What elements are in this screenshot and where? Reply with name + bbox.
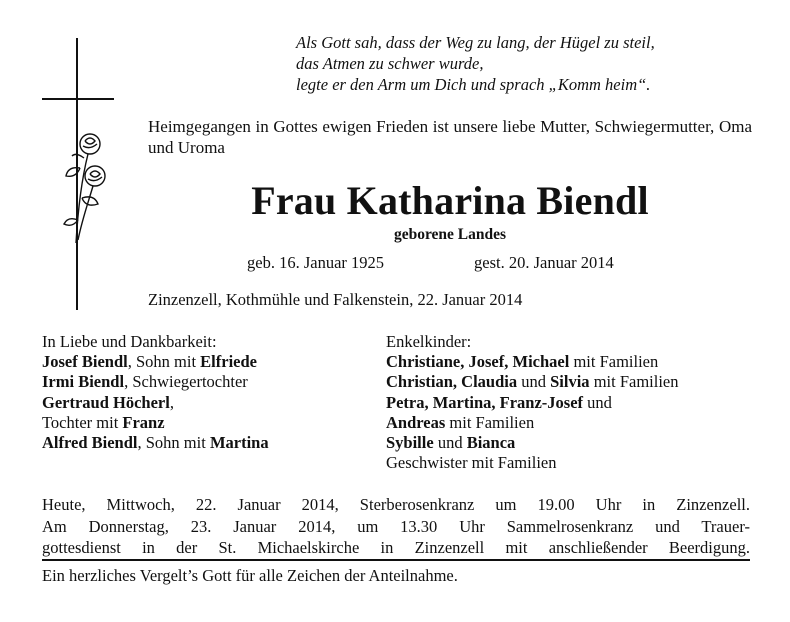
mourners-right bbox=[386, 332, 678, 473]
services-line: Am Donnerstag, 23. Januar 2014, um 13.30 Uhr Sammelrosenkranz und Trauer- bbox=[42, 516, 750, 536]
mourner-line bbox=[42, 433, 269, 453]
maiden-name: geborene Landes bbox=[393, 226, 507, 243]
place-date: Zinzenzell, Kothmühle und Falkenstein, 22. Januar 2014 bbox=[148, 290, 523, 309]
mourner-relation: und bbox=[517, 372, 551, 392]
mourner-name: Irmi Biendl bbox=[42, 372, 125, 392]
mourner-line bbox=[386, 413, 678, 433]
deceased-name: Frau Katharina Biendl bbox=[251, 178, 649, 223]
mourner-name: Silvia bbox=[550, 372, 590, 392]
mourner-line bbox=[386, 433, 678, 453]
mourners-left bbox=[42, 332, 269, 453]
services-line: gottesdienst in der St. Michaelskirche in Zinzenzell mit anschließender Beerdigung. bbox=[42, 538, 750, 557]
mourner-relation: , bbox=[169, 392, 174, 412]
mourner-line bbox=[386, 372, 678, 392]
mourner-relation: Tochter mit bbox=[42, 412, 123, 432]
mourner-name: Andreas bbox=[386, 412, 446, 432]
poem-line: Als Gott sah, dass der Weg zu lang, der Hügel zu steil, bbox=[296, 33, 655, 52]
mourner-name: Martina bbox=[209, 433, 269, 453]
mourner-name: Petra, Martina, Franz-Josef bbox=[386, 392, 584, 412]
mourner-name: Christiane, Josef, Michael bbox=[386, 352, 570, 372]
mourner-relation: , Sohn mit bbox=[137, 433, 210, 453]
mourner-line bbox=[42, 352, 269, 372]
poem-line: legte er den Arm um Dich und sprach „Komm heim“. bbox=[296, 75, 651, 94]
mourner-line bbox=[42, 413, 269, 433]
mourner-relation: und bbox=[433, 433, 467, 453]
mourner-name: Bianca bbox=[466, 433, 516, 453]
services-text bbox=[42, 494, 750, 559]
mourner-line: Geschwister mit Familien bbox=[386, 453, 557, 473]
mourner-relation: und bbox=[583, 392, 612, 412]
mourner-name: Gertraud Höcherl bbox=[42, 392, 170, 412]
mourner-line bbox=[42, 372, 269, 392]
mourner-name: Franz bbox=[122, 412, 165, 432]
mourner-name: Alfred Biendl bbox=[42, 433, 138, 453]
poem-line: das Atmen zu schwer wurde, bbox=[296, 54, 484, 73]
poem bbox=[296, 32, 655, 95]
mourners-heading: In Liebe und Dankbarkeit: bbox=[42, 332, 217, 351]
mourner-relation: , Schwiegertochter bbox=[124, 372, 248, 392]
mourner-relation: mit Familien bbox=[589, 372, 679, 392]
mourner-name: Josef Biendl bbox=[42, 352, 128, 372]
divider bbox=[42, 559, 750, 561]
roses-icon bbox=[58, 128, 114, 248]
mourner-relation: , Sohn mit bbox=[127, 352, 201, 372]
mourner-line bbox=[386, 393, 678, 413]
mourner-name: Sybille bbox=[386, 433, 434, 453]
birth-date: geb. 16. Januar 1925 bbox=[247, 253, 385, 272]
mourner-name: Christian, Claudia bbox=[386, 372, 518, 392]
cross-icon-bar bbox=[42, 98, 114, 100]
intro-text: Heimgegangen in Gottes ewigen Frieden ist unsere liebe Mutter, Schwiegermutter, Oma und Uroma bbox=[148, 117, 752, 157]
services-line: Heute, Mittwoch, 22. Januar 2014, Sterberosenkranz um 19.00 Uhr in Zinzenzell. bbox=[42, 495, 750, 514]
mourner-relation: mit Familien bbox=[569, 352, 659, 372]
mourner-name: Elfriede bbox=[200, 352, 257, 372]
mourner-relation: mit Familien bbox=[445, 412, 535, 432]
mourner-line bbox=[386, 352, 678, 372]
thanks-text: Ein herzliches Vergelt’s Gott für alle Zeichen der Anteilnahme. bbox=[42, 566, 458, 585]
grandchildren-heading: Enkelkinder: bbox=[386, 332, 472, 351]
mourner-line bbox=[42, 393, 269, 413]
death-date: gest. 20. Januar 2014 bbox=[474, 253, 614, 272]
